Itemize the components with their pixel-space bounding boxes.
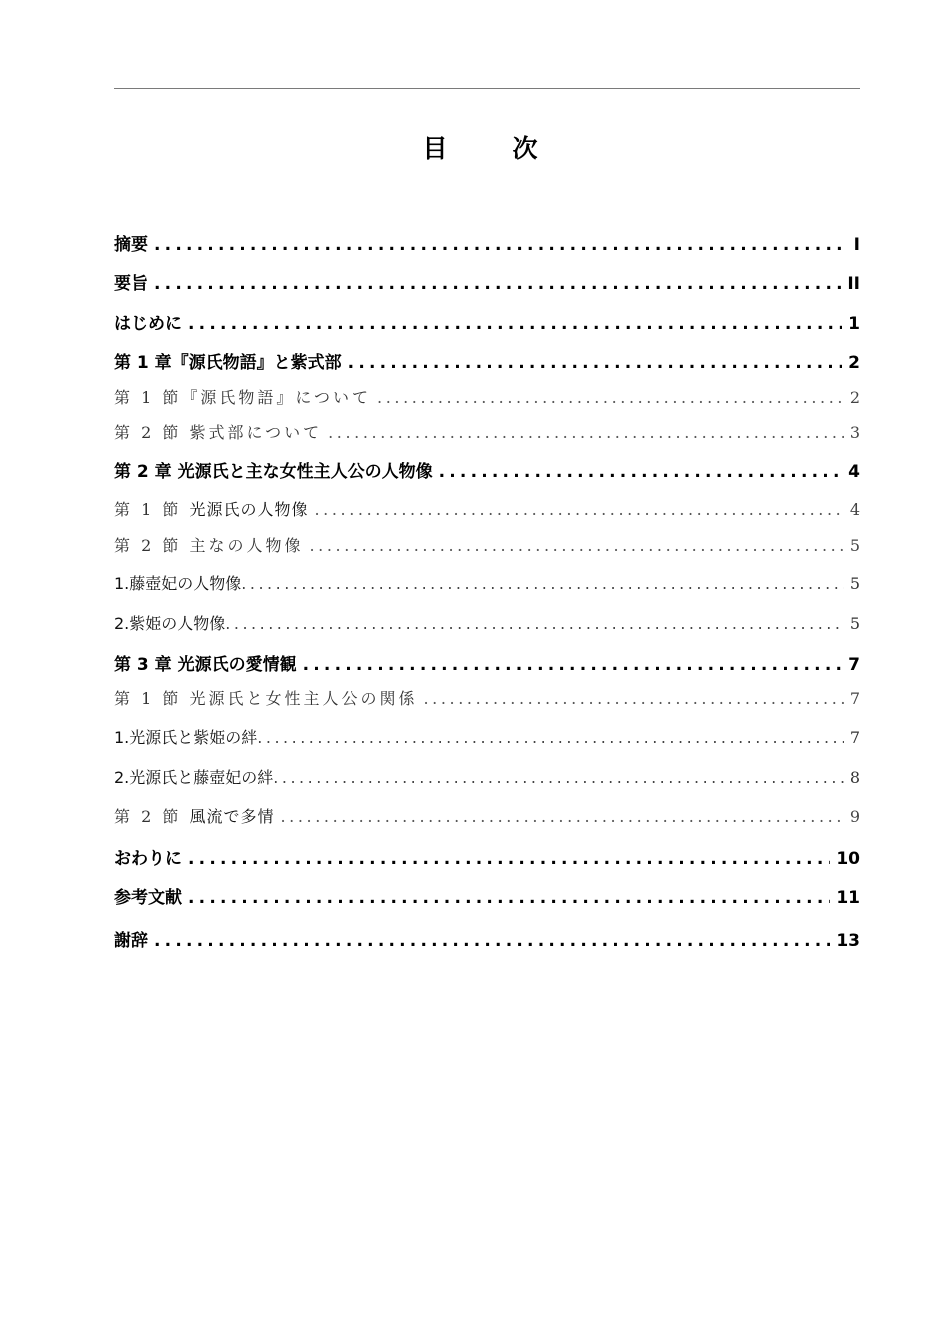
toc-leader-dots xyxy=(348,353,842,373)
toc-entry-chapter-2[interactable] xyxy=(114,457,860,482)
toc-entry-label: 参考文献 xyxy=(114,888,182,908)
toc-leader-dots xyxy=(309,536,843,555)
toc-page-number: 4 xyxy=(849,500,860,519)
toc-entry-chapter-1[interactable] xyxy=(114,348,860,373)
toc-entry-label: 1.光源氏と紫姫の絆 xyxy=(114,728,258,747)
toc-leader-dots xyxy=(439,462,843,482)
toc-page-number: 1 xyxy=(848,314,860,334)
toc-page-number: I xyxy=(853,235,860,255)
toc-section-prefix: 第 2 節 xyxy=(114,536,182,555)
toc-entry-references[interactable] xyxy=(114,883,860,908)
toc-entry-abstract-zh[interactable] xyxy=(114,230,860,255)
toc-entry-chapter-1-section-2[interactable] xyxy=(114,420,860,443)
toc-entry-introduction[interactable] xyxy=(114,309,860,334)
toc-entry-acknowledgements[interactable] xyxy=(114,926,860,951)
toc-leader-dots xyxy=(257,728,844,747)
toc-page-number: 8 xyxy=(849,768,860,787)
toc-leader-dots xyxy=(154,274,841,294)
toc-entry-label: 第 2 章 光源氏と主な女性主人公の人物像 xyxy=(114,462,433,482)
toc-entry-label: 第 2 節 紫式部について xyxy=(114,423,323,442)
toc-leader-dots xyxy=(241,574,844,593)
toc-entry-label: 2.光源氏と藤壺妃の絆 xyxy=(114,768,274,787)
toc-entry-subsection-bond-murasaki[interactable] xyxy=(114,725,860,748)
toc-leader-dots xyxy=(423,689,843,708)
toc-leader-dots xyxy=(314,500,843,519)
toc-entry-label: 摘要 xyxy=(114,235,148,255)
toc-leader-dots xyxy=(154,235,848,255)
toc-entry-chapter-3[interactable] xyxy=(114,650,860,675)
toc-page-number: 5 xyxy=(849,536,860,555)
toc-page-number: II xyxy=(847,274,860,294)
toc-page-number: 11 xyxy=(836,888,860,908)
toc-page-number: 5 xyxy=(849,614,860,633)
toc-section-prefix: 第 1 節 xyxy=(114,500,182,519)
toc-entry-label: おわりに xyxy=(114,849,182,869)
toc-entry-subsection-bond-fujitsubo[interactable] xyxy=(114,765,860,788)
toc-entry-chapter-3-section-2[interactable] xyxy=(114,804,860,827)
toc-page-number: 2 xyxy=(849,388,860,407)
toc-entry-label: 謝辞 xyxy=(114,931,148,951)
toc-leader-dots xyxy=(273,768,844,787)
toc-entry-label: 光源氏の人物像 xyxy=(189,500,309,519)
toc-leader-dots xyxy=(154,931,830,951)
toc-page-number: 7 xyxy=(848,655,860,675)
toc-leader-dots xyxy=(225,614,844,633)
toc-page-number: 7 xyxy=(849,728,860,747)
toc-leader-dots xyxy=(188,314,842,334)
toc-entry-chapter-1-section-1[interactable] xyxy=(114,385,860,408)
toc-entry-subsection-murasaki[interactable] xyxy=(114,611,860,634)
toc-entry-label: はじめに xyxy=(114,314,182,334)
toc-entry-label: 主なの人物像 xyxy=(189,536,304,555)
toc-page-number: 5 xyxy=(849,574,860,593)
toc-entry-chapter-2-section-1[interactable] xyxy=(114,497,860,520)
page-title: 目 次 xyxy=(422,134,558,163)
toc-entry-label: 2.紫姫の人物像 xyxy=(114,614,226,633)
toc-page-number: 3 xyxy=(849,423,860,442)
toc-entry-subsection-fujitsubo[interactable] xyxy=(114,571,860,594)
header-rule xyxy=(114,88,860,89)
toc-leader-dots xyxy=(188,849,830,869)
toc-page-number: 13 xyxy=(836,931,860,951)
toc-leader-dots xyxy=(377,388,844,407)
toc-entry-label: 要旨 xyxy=(114,274,148,294)
toc-entry-label: 1.藤壺妃の人物像 xyxy=(114,574,242,593)
toc-entry-label: 風流で多情 xyxy=(189,807,275,826)
toc-leader-dots xyxy=(328,423,844,442)
toc-entry-chapter-3-section-1[interactable] xyxy=(114,686,860,709)
toc-page-number: 2 xyxy=(848,353,860,373)
toc-entry-label: 第 1 節『源氏物語』について xyxy=(114,388,372,407)
toc-entry-abstract-ja[interactable] xyxy=(114,269,860,294)
toc-page-number: 9 xyxy=(849,807,860,826)
toc-page-number: 10 xyxy=(836,849,860,869)
toc-entry-conclusion[interactable] xyxy=(114,844,860,869)
toc-section-prefix: 第 2 節 xyxy=(114,807,182,826)
toc-leader-dots xyxy=(188,888,830,908)
toc-page-number: 7 xyxy=(849,689,860,708)
toc-page-number: 4 xyxy=(848,462,860,482)
toc-entry-label: 第 1 章『源氏物語』と紫式部 xyxy=(114,353,342,373)
toc-entry-label: 第 1 節 光源氏と女性主人公の関係 xyxy=(114,689,418,708)
toc-entry-chapter-2-section-2[interactable] xyxy=(114,533,860,556)
toc-entry-label: 第 3 章 光源氏の愛情観 xyxy=(114,655,297,675)
toc-leader-dots xyxy=(303,655,843,675)
toc-leader-dots xyxy=(280,807,843,826)
